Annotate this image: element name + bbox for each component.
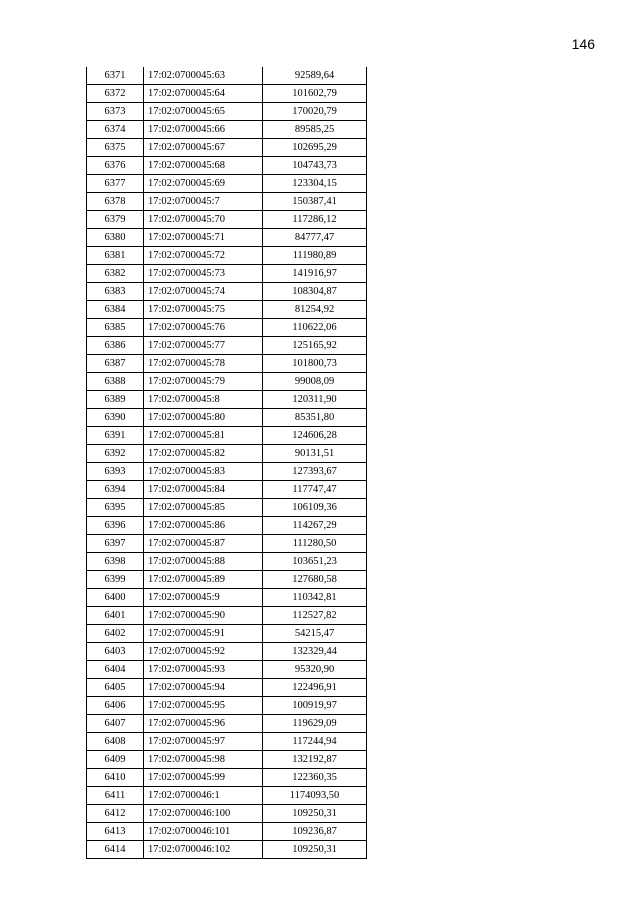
row-number-cell: 6391 — [87, 427, 144, 445]
cadastral-number-cell: 17:02:0700045:74 — [144, 283, 263, 301]
cadastral-value-cell: 100919,97 — [263, 697, 367, 715]
cadastral-number-cell: 17:02:0700046:102 — [144, 841, 263, 859]
table-row — [87, 175, 367, 193]
cadastral-number-cell: 17:02:0700045:80 — [144, 409, 263, 427]
table-row — [87, 571, 367, 589]
cadastral-value-cell: 1174093,50 — [263, 787, 367, 805]
table-row — [87, 355, 367, 373]
table-row — [87, 715, 367, 733]
cadastral-number-cell: 17:02:0700045:75 — [144, 301, 263, 319]
cadastral-number-cell: 17:02:0700045:93 — [144, 661, 263, 679]
cadastral-number-cell: 17:02:0700045:85 — [144, 499, 263, 517]
cadastral-number-cell: 17:02:0700045:77 — [144, 337, 263, 355]
table-row — [87, 157, 367, 175]
cadastral-value-cell: 108304,87 — [263, 283, 367, 301]
cadastral-value-cell: 150387,41 — [263, 193, 367, 211]
row-number-cell: 6389 — [87, 391, 144, 409]
cadastral-value-cell: 122360,35 — [263, 769, 367, 787]
table-row — [87, 463, 367, 481]
table-row — [87, 733, 367, 751]
cadastral-number-cell: 17:02:0700045:86 — [144, 517, 263, 535]
row-number-cell: 6403 — [87, 643, 144, 661]
table-row — [87, 535, 367, 553]
row-number-cell: 6390 — [87, 409, 144, 427]
cadastral-number-cell: 17:02:0700046:101 — [144, 823, 263, 841]
cadastral-value-cell: 85351,80 — [263, 409, 367, 427]
row-number-cell: 6401 — [87, 607, 144, 625]
row-number-cell: 6396 — [87, 517, 144, 535]
cadastral-number-cell: 17:02:0700045:64 — [144, 85, 263, 103]
row-number-cell: 6399 — [87, 571, 144, 589]
table-row — [87, 373, 367, 391]
cadastral-number-cell: 17:02:0700045:98 — [144, 751, 263, 769]
cadastral-number-cell: 17:02:0700045:8 — [144, 391, 263, 409]
row-number-cell: 6380 — [87, 229, 144, 247]
table-row — [87, 139, 367, 157]
cadastral-value-cell: 123304,15 — [263, 175, 367, 193]
table-row — [87, 121, 367, 139]
cadastral-value-cell: 127393,67 — [263, 463, 367, 481]
row-number-cell: 6375 — [87, 139, 144, 157]
row-number-cell: 6387 — [87, 355, 144, 373]
table-row — [87, 445, 367, 463]
table-row — [87, 607, 367, 625]
row-number-cell: 6373 — [87, 103, 144, 121]
cadastral-value-cell: 132329,44 — [263, 643, 367, 661]
row-number-cell: 6412 — [87, 805, 144, 823]
page-number: 146 — [571, 36, 595, 52]
cadastral-number-cell: 17:02:0700045:81 — [144, 427, 263, 445]
table-row — [87, 589, 367, 607]
cadastral-number-cell: 17:02:0700045:96 — [144, 715, 263, 733]
table-row — [87, 319, 367, 337]
cadastral-value-cell: 101800,73 — [263, 355, 367, 373]
row-number-cell: 6400 — [87, 589, 144, 607]
table-row — [87, 193, 367, 211]
cadastral-value-cell: 117244,94 — [263, 733, 367, 751]
cadastral-number-cell: 17:02:0700045:69 — [144, 175, 263, 193]
table-row — [87, 67, 367, 85]
cadastral-value-cell: 111280,50 — [263, 535, 367, 553]
table-row — [87, 409, 367, 427]
table-row — [87, 499, 367, 517]
row-number-cell: 6376 — [87, 157, 144, 175]
cadastral-number-cell: 17:02:0700045:76 — [144, 319, 263, 337]
cadastral-number-cell: 17:02:0700045:68 — [144, 157, 263, 175]
row-number-cell: 6393 — [87, 463, 144, 481]
cadastral-value-cell: 170020,79 — [263, 103, 367, 121]
row-number-cell: 6410 — [87, 769, 144, 787]
row-number-cell: 6386 — [87, 337, 144, 355]
cadastral-value-cell: 84777,47 — [263, 229, 367, 247]
table-row — [87, 625, 367, 643]
table-row — [87, 247, 367, 265]
row-number-cell: 6402 — [87, 625, 144, 643]
cadastral-value-cell: 117747,47 — [263, 481, 367, 499]
cadastral-value-cell: 81254,92 — [263, 301, 367, 319]
cadastral-value-cell: 114267,29 — [263, 517, 367, 535]
table-row — [87, 643, 367, 661]
cadastral-value-table — [86, 67, 367, 859]
cadastral-number-cell: 17:02:0700045:67 — [144, 139, 263, 157]
row-number-cell: 6394 — [87, 481, 144, 499]
table-row — [87, 265, 367, 283]
table-row — [87, 697, 367, 715]
row-number-cell: 6381 — [87, 247, 144, 265]
table-row — [87, 103, 367, 121]
cadastral-value-cell: 104743,73 — [263, 157, 367, 175]
cadastral-number-cell: 17:02:0700045:92 — [144, 643, 263, 661]
table-row — [87, 427, 367, 445]
row-number-cell: 6411 — [87, 787, 144, 805]
cadastral-number-cell: 17:02:0700045:87 — [144, 535, 263, 553]
row-number-cell: 6371 — [87, 67, 144, 85]
cadastral-number-cell: 17:02:0700045:84 — [144, 481, 263, 499]
row-number-cell: 6404 — [87, 661, 144, 679]
cadastral-value-cell: 110342,81 — [263, 589, 367, 607]
cadastral-number-cell: 17:02:0700045:66 — [144, 121, 263, 139]
cadastral-value-cell: 119629,09 — [263, 715, 367, 733]
table-row — [87, 679, 367, 697]
table-row — [87, 769, 367, 787]
cadastral-number-cell: 17:02:0700045:70 — [144, 211, 263, 229]
row-number-cell: 6384 — [87, 301, 144, 319]
cadastral-number-cell: 17:02:0700045:97 — [144, 733, 263, 751]
cadastral-number-cell: 17:02:0700045:91 — [144, 625, 263, 643]
cadastral-number-cell: 17:02:0700045:99 — [144, 769, 263, 787]
cadastral-value-cell: 109236,87 — [263, 823, 367, 841]
cadastral-number-cell: 17:02:0700045:89 — [144, 571, 263, 589]
table-row — [87, 661, 367, 679]
table-row — [87, 787, 367, 805]
cadastral-number-cell: 17:02:0700046:100 — [144, 805, 263, 823]
table-body — [87, 67, 367, 859]
cadastral-value-cell: 106109,36 — [263, 499, 367, 517]
row-number-cell: 6385 — [87, 319, 144, 337]
row-number-cell: 6407 — [87, 715, 144, 733]
row-number-cell: 6395 — [87, 499, 144, 517]
cadastral-number-cell: 17:02:0700045:7 — [144, 193, 263, 211]
row-number-cell: 6378 — [87, 193, 144, 211]
cadastral-value-cell: 92589,64 — [263, 67, 367, 85]
cadastral-value-cell: 141916,97 — [263, 265, 367, 283]
cadastral-value-cell: 54215,47 — [263, 625, 367, 643]
row-number-cell: 6374 — [87, 121, 144, 139]
row-number-cell: 6408 — [87, 733, 144, 751]
cadastral-value-cell: 103651,23 — [263, 553, 367, 571]
row-number-cell: 6397 — [87, 535, 144, 553]
table-row — [87, 823, 367, 841]
row-number-cell: 6372 — [87, 85, 144, 103]
table-row — [87, 841, 367, 859]
cadastral-number-cell: 17:02:0700045:82 — [144, 445, 263, 463]
cadastral-number-cell: 17:02:0700046:1 — [144, 787, 263, 805]
cadastral-value-cell: 101602,79 — [263, 85, 367, 103]
row-number-cell: 6398 — [87, 553, 144, 571]
cadastral-value-cell: 102695,29 — [263, 139, 367, 157]
cadastral-number-cell: 17:02:0700045:63 — [144, 67, 263, 85]
table-row — [87, 211, 367, 229]
row-number-cell: 6414 — [87, 841, 144, 859]
cadastral-value-cell: 124606,28 — [263, 427, 367, 445]
cadastral-number-cell: 17:02:0700045:79 — [144, 373, 263, 391]
row-number-cell: 6392 — [87, 445, 144, 463]
table-row — [87, 481, 367, 499]
cadastral-number-cell: 17:02:0700045:72 — [144, 247, 263, 265]
cadastral-value-cell: 117286,12 — [263, 211, 367, 229]
cadastral-value-cell: 132192,87 — [263, 751, 367, 769]
row-number-cell: 6405 — [87, 679, 144, 697]
cadastral-number-cell: 17:02:0700045:88 — [144, 553, 263, 571]
row-number-cell: 6388 — [87, 373, 144, 391]
cadastral-value-cell: 111980,89 — [263, 247, 367, 265]
row-number-cell: 6406 — [87, 697, 144, 715]
table-row — [87, 391, 367, 409]
cadastral-number-cell: 17:02:0700045:83 — [144, 463, 263, 481]
table-row — [87, 553, 367, 571]
row-number-cell: 6382 — [87, 265, 144, 283]
cadastral-value-cell: 109250,31 — [263, 805, 367, 823]
cadastral-value-cell: 112527,82 — [263, 607, 367, 625]
cadastral-value-cell: 127680,58 — [263, 571, 367, 589]
cadastral-value-cell: 90131,51 — [263, 445, 367, 463]
cadastral-number-cell: 17:02:0700045:73 — [144, 265, 263, 283]
cadastral-number-cell: 17:02:0700045:71 — [144, 229, 263, 247]
row-number-cell: 6377 — [87, 175, 144, 193]
cadastral-number-cell: 17:02:0700045:9 — [144, 589, 263, 607]
table-row — [87, 229, 367, 247]
cadastral-value-cell: 120311,90 — [263, 391, 367, 409]
cadastral-number-cell: 17:02:0700045:78 — [144, 355, 263, 373]
cadastral-value-cell: 122496,91 — [263, 679, 367, 697]
table-row — [87, 751, 367, 769]
cadastral-value-cell: 110622,06 — [263, 319, 367, 337]
cadastral-number-cell: 17:02:0700045:95 — [144, 697, 263, 715]
cadastral-value-cell: 109250,31 — [263, 841, 367, 859]
row-number-cell: 6409 — [87, 751, 144, 769]
cadastral-value-cell: 95320,90 — [263, 661, 367, 679]
cadastral-number-cell: 17:02:0700045:65 — [144, 103, 263, 121]
table-row — [87, 283, 367, 301]
cadastral-value-cell: 89585,25 — [263, 121, 367, 139]
row-number-cell: 6379 — [87, 211, 144, 229]
cadastral-number-cell: 17:02:0700045:94 — [144, 679, 263, 697]
row-number-cell: 6383 — [87, 283, 144, 301]
cadastral-number-cell: 17:02:0700045:90 — [144, 607, 263, 625]
table-row — [87, 517, 367, 535]
table-row — [87, 301, 367, 319]
table-row — [87, 805, 367, 823]
cadastral-value-cell: 125165,92 — [263, 337, 367, 355]
row-number-cell: 6413 — [87, 823, 144, 841]
table-row — [87, 337, 367, 355]
table-row — [87, 85, 367, 103]
cadastral-value-cell: 99008,09 — [263, 373, 367, 391]
